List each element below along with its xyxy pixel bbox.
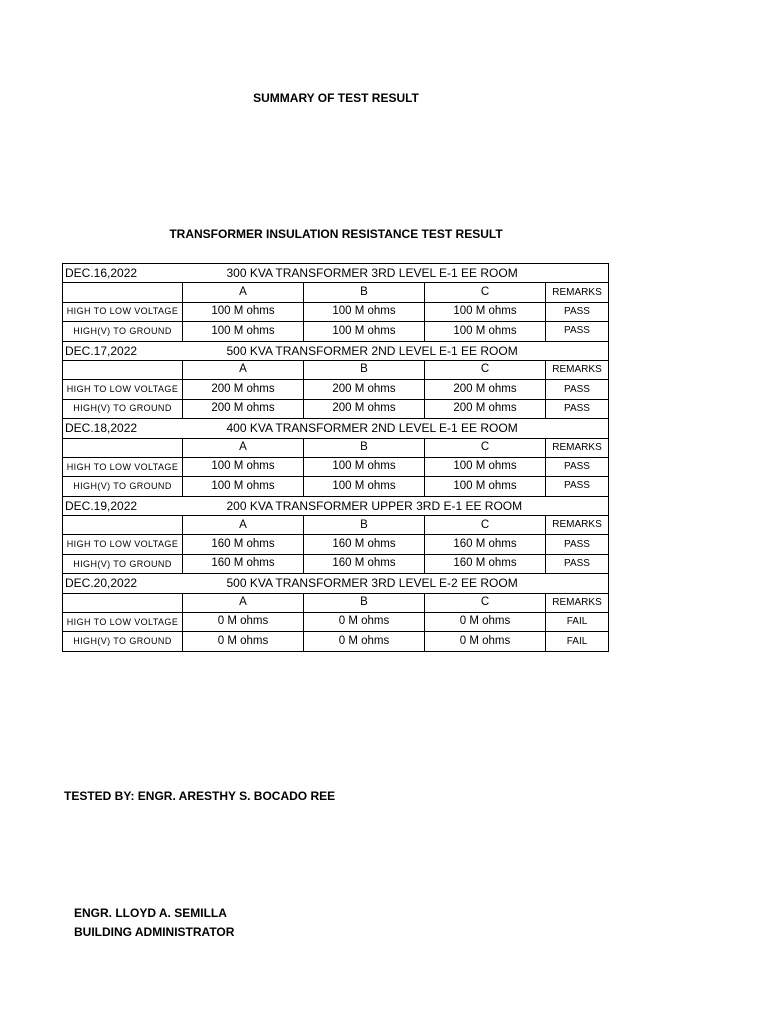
document-title: SUMMARY OF TEST RESULT [253,91,419,105]
value-c: 200 M ohms [425,380,546,399]
column-header-a: A [183,438,304,457]
value-a: 100 M ohms [183,477,304,496]
value-b: 0 M ohms [304,613,425,632]
column-header-a: A [183,593,304,612]
row-label: HIGH(V) TO GROUND [63,477,183,496]
row-label: HIGH TO LOW VOLTAGE [63,380,183,399]
column-header-c: C [425,360,546,379]
value-b: 200 M ohms [304,380,425,399]
column-header-row [63,593,609,612]
table-row [63,322,609,341]
column-header-remarks: REMARKS [546,438,609,457]
table-title: TRANSFORMER INSULATION RESISTANCE TEST RESULT [169,227,503,241]
test-description: 500 KVA TRANSFORMER 3RD LEVEL E-2 EE ROOM [183,574,609,593]
column-header-row [63,516,609,535]
column-header-row [63,283,609,302]
empty-header-cell [63,593,183,612]
remark-value: PASS [546,302,609,321]
column-header-b: B [304,438,425,457]
row-label: HIGH TO LOW VOLTAGE [63,302,183,321]
column-header-a: A [183,360,304,379]
remark-value: FAIL [546,613,609,632]
row-label: HIGH(V) TO GROUND [63,399,183,418]
column-header-c: C [425,593,546,612]
row-label: HIGH TO LOW VOLTAGE [63,613,183,632]
value-c: 160 M ohms [425,554,546,573]
value-b: 100 M ohms [304,322,425,341]
test-date: DEC.18,2022 [63,419,183,438]
test-heading-row [63,264,609,283]
value-b: 100 M ohms [304,302,425,321]
empty-header-cell [63,438,183,457]
value-a: 100 M ohms [183,322,304,341]
value-a: 160 M ohms [183,535,304,554]
column-header-c: C [425,438,546,457]
test-heading-row [63,574,609,593]
column-header-row [63,360,609,379]
value-a: 100 M ohms [183,457,304,476]
table-row [63,457,609,476]
value-c: 100 M ohms [425,477,546,496]
test-description: 500 KVA TRANSFORMER 2ND LEVEL E-1 EE ROOM [183,341,609,360]
column-header-b: B [304,360,425,379]
column-header-remarks: REMARKS [546,593,609,612]
column-header-b: B [304,516,425,535]
remark-value: PASS [546,322,609,341]
test-date: DEC.17,2022 [63,341,183,360]
column-header-row [63,438,609,457]
remark-value: PASS [546,554,609,573]
table-row [63,632,609,651]
value-a: 200 M ohms [183,380,304,399]
table-row [63,477,609,496]
value-c: 100 M ohms [425,457,546,476]
value-a: 100 M ohms [183,302,304,321]
remark-value: PASS [546,399,609,418]
table-row [63,535,609,554]
value-b: 0 M ohms [304,632,425,651]
row-label: HIGH(V) TO GROUND [63,632,183,651]
value-c: 100 M ohms [425,302,546,321]
column-header-remarks: REMARKS [546,283,609,302]
remark-value: PASS [546,457,609,476]
empty-header-cell [63,283,183,302]
value-c: 0 M ohms [425,632,546,651]
table-row [63,399,609,418]
test-heading-row [63,419,609,438]
value-b: 160 M ohms [304,554,425,573]
table-row [63,302,609,321]
signatory-title: BUILDING ADMINISTRATOR [74,925,235,939]
signatory-name: ENGR. LLOYD A. SEMILLA [74,906,227,920]
value-a: 0 M ohms [183,632,304,651]
value-b: 100 M ohms [304,477,425,496]
column-header-a: A [183,516,304,535]
empty-header-cell [63,360,183,379]
test-date: DEC.16,2022 [63,264,183,283]
test-heading-row [63,496,609,515]
value-b: 200 M ohms [304,399,425,418]
row-label: HIGH(V) TO GROUND [63,322,183,341]
column-header-remarks: REMARKS [546,360,609,379]
table-row [63,554,609,573]
test-date: DEC.20,2022 [63,574,183,593]
value-b: 100 M ohms [304,457,425,476]
tested-by: TESTED BY: ENGR. ARESTHY S. BOCADO REE [64,789,336,803]
row-label: HIGH(V) TO GROUND [63,554,183,573]
value-a: 200 M ohms [183,399,304,418]
value-b: 160 M ohms [304,535,425,554]
value-c: 100 M ohms [425,322,546,341]
column-header-b: B [304,283,425,302]
remark-value: PASS [546,380,609,399]
test-description: 200 KVA TRANSFORMER UPPER 3RD E-1 EE ROOM [183,496,609,515]
table-row [63,613,609,632]
row-label: HIGH TO LOW VOLTAGE [63,457,183,476]
column-header-b: B [304,593,425,612]
value-c: 200 M ohms [425,399,546,418]
remark-value: FAIL [546,632,609,651]
test-description: 400 KVA TRANSFORMER 2ND LEVEL E-1 EE ROOM [183,419,609,438]
value-c: 0 M ohms [425,613,546,632]
table-row [63,380,609,399]
column-header-c: C [425,516,546,535]
value-a: 0 M ohms [183,613,304,632]
column-header-c: C [425,283,546,302]
column-header-remarks: REMARKS [546,516,609,535]
remark-value: PASS [546,535,609,554]
test-description: 300 KVA TRANSFORMER 3RD LEVEL E-1 EE ROOM [183,264,609,283]
test-heading-row [63,341,609,360]
column-header-a: A [183,283,304,302]
test-results-table [62,263,609,652]
test-date: DEC.19,2022 [63,496,183,515]
empty-header-cell [63,516,183,535]
remark-value: PASS [546,477,609,496]
value-a: 160 M ohms [183,554,304,573]
row-label: HIGH TO LOW VOLTAGE [63,535,183,554]
value-c: 160 M ohms [425,535,546,554]
